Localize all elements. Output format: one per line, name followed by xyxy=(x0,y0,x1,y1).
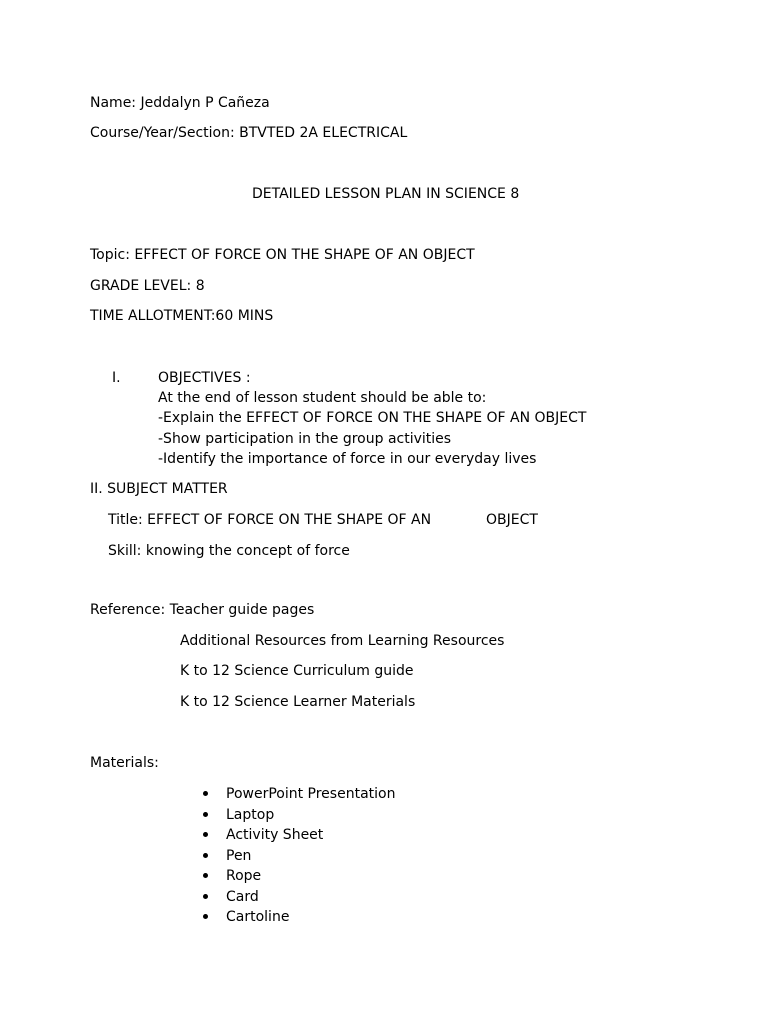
subject-title-part1: Title: EFFECT OF FORCE ON THE SHAPE OF AN xyxy=(108,512,432,528)
list-item: Cartoline xyxy=(203,908,395,929)
list-item: Laptop xyxy=(203,806,395,827)
subject-matter-heading: II. SUBJECT MATTER xyxy=(90,481,228,497)
reference-label: Reference: Teacher guide pages xyxy=(90,602,315,618)
list-item: Pen xyxy=(203,847,395,868)
bullet-icon xyxy=(203,791,208,796)
objectives-heading: OBJECTIVES : xyxy=(158,370,251,386)
course-year-section: Course/Year/Section: BTVTED 2A ELECTRICAL xyxy=(90,125,408,141)
reference-item: K to 12 Science Learner Materials xyxy=(180,694,416,710)
topic-line: Topic: EFFECT OF FORCE ON THE SHAPE OF AN OBJECT xyxy=(90,247,475,263)
bullet-icon xyxy=(203,914,208,919)
reference-item: K to 12 Science Curriculum guide xyxy=(180,663,414,679)
objective-item: -Identify the importance of force in our everyday lives xyxy=(158,451,537,467)
document-title: DETAILED LESSON PLAN IN SCIENCE 8 xyxy=(252,186,520,202)
bullet-icon xyxy=(203,853,208,858)
list-item: Rope xyxy=(203,867,395,888)
time-allotment-line: TIME ALLOTMENT:60 MINS xyxy=(90,308,274,324)
list-item: PowerPoint Presentation xyxy=(203,785,395,806)
grade-level-line: GRADE LEVEL: 8 xyxy=(90,278,205,294)
student-name: Name: Jeddalyn P Cañeza xyxy=(90,95,270,111)
bullet-icon xyxy=(203,894,208,899)
bullet-icon xyxy=(203,873,208,878)
materials-label: Materials: xyxy=(90,755,159,771)
bullet-icon xyxy=(203,832,208,837)
objectives-numeral: I. xyxy=(112,370,121,386)
objective-item: -Explain the EFFECT OF FORCE ON THE SHAPE OF AN OBJECT xyxy=(158,410,587,426)
objective-item: -Show participation in the group activities xyxy=(158,431,452,447)
skill-line: Skill: knowing the concept of force xyxy=(108,543,350,559)
bullet-icon xyxy=(203,812,208,817)
materials-list xyxy=(203,785,395,929)
objectives-intro: At the end of lesson student should be able to: xyxy=(158,390,487,406)
list-item: Card xyxy=(203,888,395,909)
subject-title-part2: OBJECT xyxy=(486,512,538,528)
reference-item: Additional Resources from Learning Resources xyxy=(180,633,505,649)
list-item: Activity Sheet xyxy=(203,826,395,847)
